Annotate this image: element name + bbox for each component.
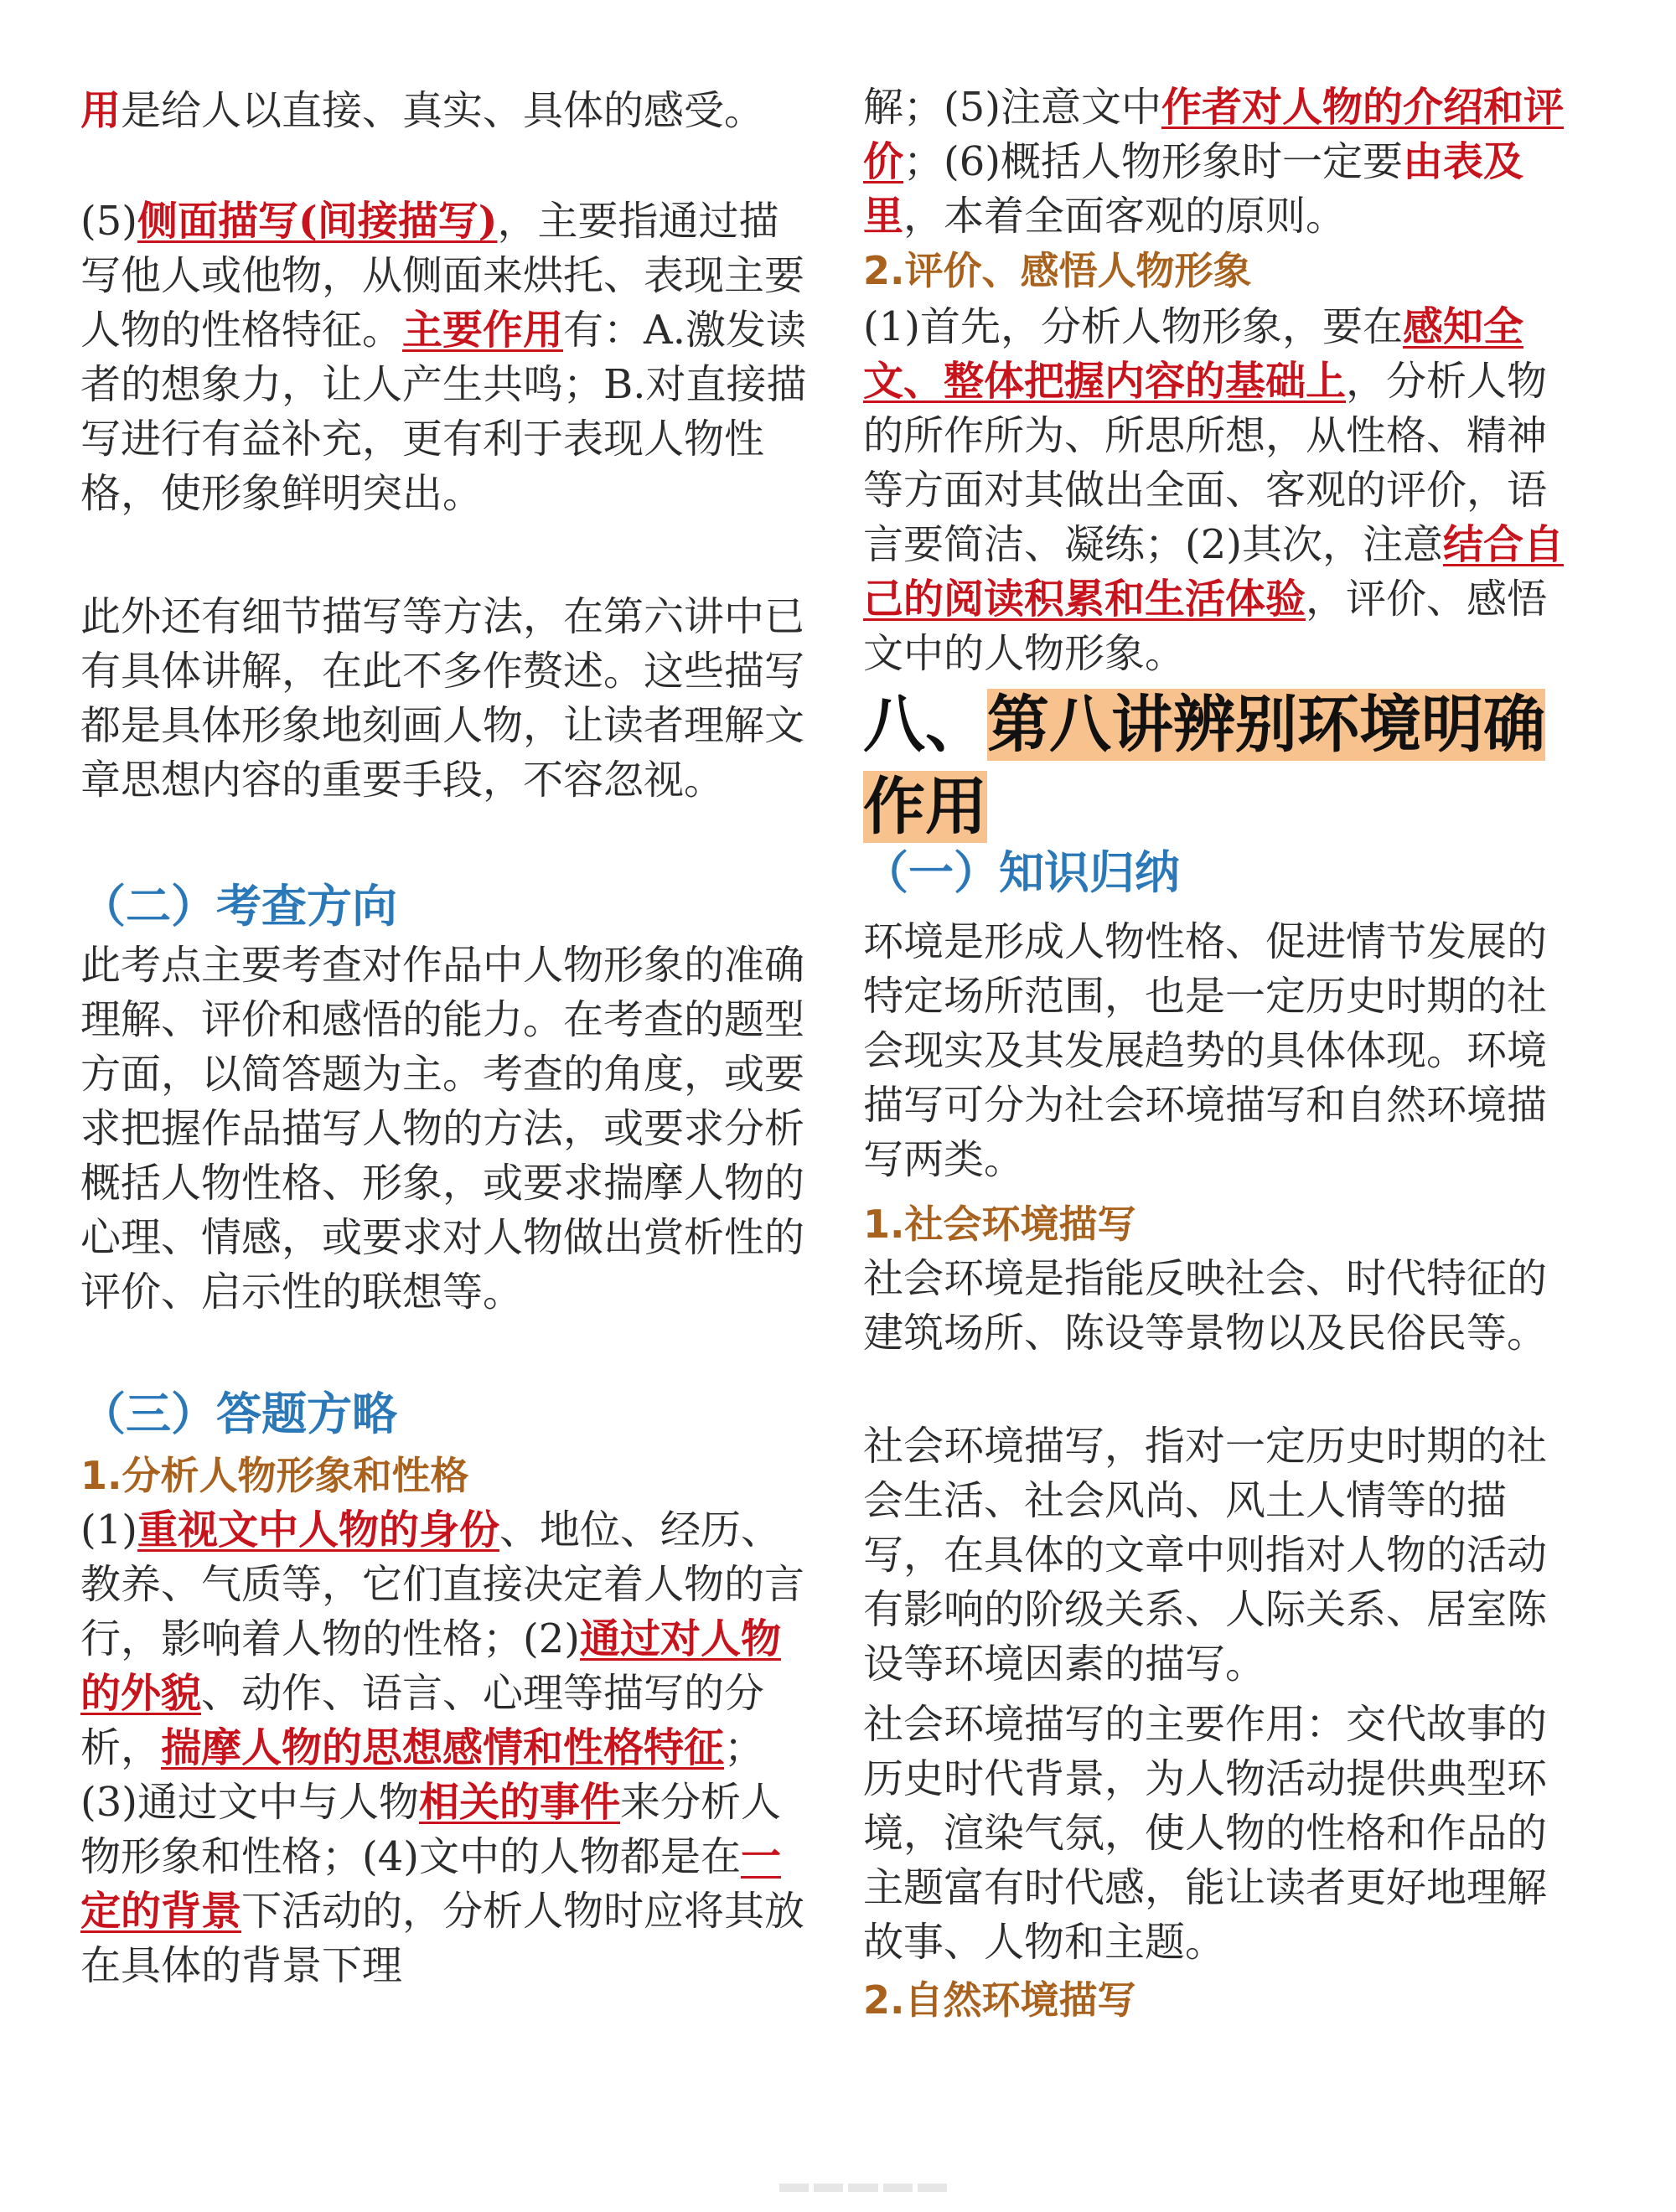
paragraph-analyze-continued: 解；(5)注意文中作者对人物的介绍和评价；(6)概括人物形象时一定要由表及里，本着全面客观的原则。 — [863, 84, 1565, 240]
paragraph-analyze-character: (1)重视文中人物的身份、地位、经历、教养、气质等，它们直接决定着人物的言行，影响着人物的性格；(2)通过对人物的外貌、动作、语言、心理等描写的分析，揣摩人物的思想感情和性格特征；(3)通过文中与人物相关的事件来分析人物形象和性格；(4)文中的人物都是在一定的背景下活动的，分析人物时应将其放在具体的背景下理 — [80, 1507, 805, 1989]
subheading-natural-environment: 2.自然环境描写 — [863, 1977, 1136, 2023]
indicator-segment — [918, 2184, 947, 2192]
chapter-heading-lecture-eight: 八、第八讲辨别环境明确作用 — [863, 689, 1545, 843]
paragraph-detail-description: 此外还有细节描写等方法，在第六讲中已有具体讲解，在此不多作赘述。这些描写都是具体形象地刻画人物，让读者理解文章思想内容的重要手段，不容忽视。 — [80, 593, 805, 804]
chapter-title-highlight: 第八讲辨别环境明确作用 — [863, 689, 1545, 843]
section-heading-answer-strategy: （三）答题方略 — [80, 1388, 397, 1440]
indicator-segment — [883, 2184, 913, 2192]
paragraph-environment-definition: 环境是形成人物性格、促进情节发展的特定场所范围，也是一定历史时期的社会现实及其发展趋势的具体体现。环境描写可分为社会环境描写和自然环境描写两类。 — [863, 918, 1548, 1183]
subheading-social-environment: 1.社会环境描写 — [863, 1202, 1136, 1247]
paragraph-evaluate-character: (1)首先，分析人物形象，要在感知全文、整体把握内容的基础上，分析人物的所作所为、所思所想，从性格、精神等方面对其做出全面、客观的评价，语言要简洁、凝练；(2)其次，注意结合自己的阅读积累和生活体验，评价、感悟文中的人物形象。 — [863, 303, 1565, 677]
section-heading-knowledge-summary: （一）知识归纳 — [863, 846, 1180, 899]
subheading-evaluate-character: 2.评价、感悟人物形象 — [863, 248, 1252, 293]
bottom-page-indicator — [779, 2184, 947, 2192]
paragraph-exam-direction: 此考点主要考查对作品中人物形象的准确理解、评价和感悟的能力。在考查的题型方面，以简答题为主。考查的角度，或要求把握作品描写人物的方法，或要求分析概括人物性格、形象，或要求揣摩人物的心理、情感，或要求对人物做出赏析性的评价、启示性的联想等。 — [80, 942, 805, 1315]
indicator-segment — [814, 2184, 843, 2192]
subheading-analyze-character: 1.分析人物形象和性格 — [80, 1453, 469, 1498]
paragraph-side-description: (5)侧面描写(间接描写)，主要指通过描写他人或他物，从侧面来烘托、表现主要人物的性格特征。主要作用有：A.激发读者的想象力，让人产生共鸣；B.对直接描写进行有益补充，更有利于表现人物性格，使形象鲜明突出。 — [80, 198, 807, 517]
paragraph-social-environment-definition: 社会环境是指能反映社会、时代特征的建筑场所、陈设等景物以及民俗民等。 — [863, 1255, 1548, 1357]
highlight-main-function: 主要作用 — [402, 307, 564, 354]
paragraph-direct-description-end: 用是给人以直接、真实、具体的感受。 — [80, 87, 765, 134]
highlight-side-description: 侧面描写(间接描写) — [137, 198, 498, 245]
section-heading-exam-direction: （二）考查方向 — [80, 880, 397, 933]
paragraph-social-environment-function: 社会环境描写的主要作用：交代故事的历史时代背景，为人物活动提供典型环境，渲染气氛，使人物的性格和作品的主题富有时代感，能让读者更好地理解故事、人物和主题。 — [863, 1701, 1548, 1966]
paragraph-social-environment-description: 社会环境描写，指对一定历史时期的社会生活、社会风尚、风土人情等的描写，在具体的文章中则指对人物的活动有影响的阶级关系、人际关系、居室陈设等环境因素的描写。 — [863, 1423, 1548, 1687]
indicator-segment — [848, 2184, 877, 2192]
indicator-segment — [779, 2184, 809, 2192]
